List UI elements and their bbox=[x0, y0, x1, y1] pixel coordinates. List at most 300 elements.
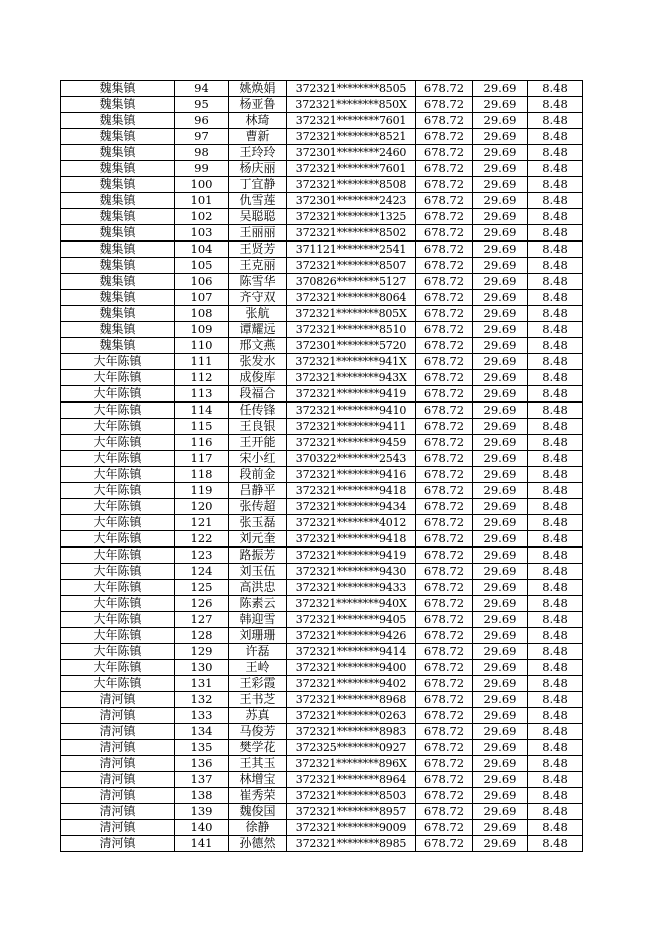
id-number-cell: 372321********8521 bbox=[287, 129, 416, 145]
amount3-cell: 8.48 bbox=[528, 580, 583, 596]
amount-cell: 678.72 bbox=[416, 692, 473, 708]
table-body bbox=[61, 81, 583, 852]
name-cell: 孙德然 bbox=[229, 836, 287, 852]
index-cell: 114 bbox=[175, 402, 229, 419]
amount-cell: 678.72 bbox=[416, 129, 473, 145]
amount3-cell: 8.48 bbox=[528, 386, 583, 403]
name-cell: 路振芳 bbox=[229, 547, 287, 564]
name-cell: 王克丽 bbox=[229, 258, 287, 274]
town-cell: 大年陈镇 bbox=[61, 499, 175, 515]
table-row bbox=[61, 660, 583, 676]
amount3-cell: 8.48 bbox=[528, 354, 583, 370]
table-row bbox=[61, 531, 583, 548]
amount2-cell: 29.69 bbox=[473, 644, 528, 660]
id-number-cell: 372321********9416 bbox=[287, 467, 416, 483]
amount2-cell: 29.69 bbox=[473, 161, 528, 177]
amount-cell: 678.72 bbox=[416, 804, 473, 820]
town-cell: 魏集镇 bbox=[61, 322, 175, 338]
town-cell: 清河镇 bbox=[61, 692, 175, 708]
amount-cell: 678.72 bbox=[416, 580, 473, 596]
table-row bbox=[61, 499, 583, 515]
id-number-cell: 372321********0263 bbox=[287, 708, 416, 724]
index-cell: 123 bbox=[175, 547, 229, 564]
amount2-cell: 29.69 bbox=[473, 483, 528, 499]
amount-cell: 678.72 bbox=[416, 354, 473, 370]
name-cell: 刘玉伍 bbox=[229, 564, 287, 580]
amount2-cell: 29.69 bbox=[473, 740, 528, 756]
index-cell: 95 bbox=[175, 97, 229, 113]
amount3-cell: 8.48 bbox=[528, 756, 583, 772]
name-cell: 丁宜静 bbox=[229, 177, 287, 193]
table-row bbox=[61, 274, 583, 290]
table-row bbox=[61, 740, 583, 756]
index-cell: 109 bbox=[175, 322, 229, 338]
index-cell: 102 bbox=[175, 209, 229, 225]
town-cell: 大年陈镇 bbox=[61, 467, 175, 483]
name-cell: 仇雪莲 bbox=[229, 193, 287, 209]
amount3-cell: 8.48 bbox=[528, 820, 583, 836]
table-row bbox=[61, 467, 583, 483]
town-cell: 清河镇 bbox=[61, 740, 175, 756]
index-cell: 99 bbox=[175, 161, 229, 177]
index-cell: 110 bbox=[175, 338, 229, 354]
table-row bbox=[61, 386, 583, 403]
table-row bbox=[61, 145, 583, 161]
table-row bbox=[61, 724, 583, 740]
amount2-cell: 29.69 bbox=[473, 435, 528, 451]
name-cell: 王丽丽 bbox=[229, 225, 287, 242]
id-number-cell: 372321********9430 bbox=[287, 564, 416, 580]
town-cell: 清河镇 bbox=[61, 788, 175, 804]
town-cell: 大年陈镇 bbox=[61, 354, 175, 370]
amount2-cell: 29.69 bbox=[473, 708, 528, 724]
name-cell: 张航 bbox=[229, 306, 287, 322]
amount-cell: 678.72 bbox=[416, 836, 473, 852]
amount-cell: 678.72 bbox=[416, 370, 473, 386]
table-row bbox=[61, 419, 583, 435]
amount2-cell: 29.69 bbox=[473, 274, 528, 290]
id-number-cell: 372321********8510 bbox=[287, 322, 416, 338]
name-cell: 樊学花 bbox=[229, 740, 287, 756]
id-number-cell: 370826********5127 bbox=[287, 274, 416, 290]
amount2-cell: 29.69 bbox=[473, 209, 528, 225]
amount2-cell: 29.69 bbox=[473, 241, 528, 258]
amount-cell: 678.72 bbox=[416, 145, 473, 161]
amount-cell: 678.72 bbox=[416, 515, 473, 531]
town-cell: 魏集镇 bbox=[61, 177, 175, 193]
amount3-cell: 8.48 bbox=[528, 788, 583, 804]
amount-cell: 678.72 bbox=[416, 161, 473, 177]
amount-cell: 678.72 bbox=[416, 225, 473, 242]
name-cell: 苏真 bbox=[229, 708, 287, 724]
amount2-cell: 29.69 bbox=[473, 354, 528, 370]
name-cell: 王开能 bbox=[229, 435, 287, 451]
id-number-cell: 370322********2543 bbox=[287, 451, 416, 467]
id-number-cell: 372321********7601 bbox=[287, 161, 416, 177]
index-cell: 101 bbox=[175, 193, 229, 209]
name-cell: 宋小红 bbox=[229, 451, 287, 467]
town-cell: 大年陈镇 bbox=[61, 451, 175, 467]
amount2-cell: 29.69 bbox=[473, 81, 528, 97]
amount2-cell: 29.69 bbox=[473, 386, 528, 403]
amount-cell: 678.72 bbox=[416, 772, 473, 788]
name-cell: 张传超 bbox=[229, 499, 287, 515]
amount3-cell: 8.48 bbox=[528, 724, 583, 740]
amount2-cell: 29.69 bbox=[473, 322, 528, 338]
table-row bbox=[61, 338, 583, 354]
id-number-cell: 372321********8503 bbox=[287, 788, 416, 804]
amount-cell: 678.72 bbox=[416, 644, 473, 660]
index-cell: 122 bbox=[175, 531, 229, 548]
id-number-cell: 372321********9414 bbox=[287, 644, 416, 660]
id-number-cell: 372321********8968 bbox=[287, 692, 416, 708]
index-cell: 141 bbox=[175, 836, 229, 852]
index-cell: 137 bbox=[175, 772, 229, 788]
town-cell: 清河镇 bbox=[61, 756, 175, 772]
id-number-cell: 372321********943X bbox=[287, 370, 416, 386]
index-cell: 133 bbox=[175, 708, 229, 724]
table-row bbox=[61, 788, 583, 804]
index-cell: 140 bbox=[175, 820, 229, 836]
name-cell: 曹新 bbox=[229, 129, 287, 145]
id-number-cell: 372321********8064 bbox=[287, 290, 416, 306]
id-number-cell: 372321********9418 bbox=[287, 531, 416, 548]
roster-table bbox=[60, 80, 583, 852]
town-cell: 大年陈镇 bbox=[61, 370, 175, 386]
amount3-cell: 8.48 bbox=[528, 564, 583, 580]
amount2-cell: 29.69 bbox=[473, 724, 528, 740]
amount3-cell: 8.48 bbox=[528, 274, 583, 290]
town-cell: 大年陈镇 bbox=[61, 547, 175, 564]
amount-cell: 678.72 bbox=[416, 756, 473, 772]
amount-cell: 678.72 bbox=[416, 419, 473, 435]
amount3-cell: 8.48 bbox=[528, 740, 583, 756]
amount-cell: 678.72 bbox=[416, 290, 473, 306]
town-cell: 魏集镇 bbox=[61, 81, 175, 97]
town-cell: 魏集镇 bbox=[61, 274, 175, 290]
name-cell: 王玲玲 bbox=[229, 145, 287, 161]
index-cell: 116 bbox=[175, 435, 229, 451]
amount2-cell: 29.69 bbox=[473, 628, 528, 644]
amount2-cell: 29.69 bbox=[473, 145, 528, 161]
amount-cell: 678.72 bbox=[416, 258, 473, 274]
amount3-cell: 8.48 bbox=[528, 467, 583, 483]
id-number-cell: 372321********4012 bbox=[287, 515, 416, 531]
town-cell: 清河镇 bbox=[61, 708, 175, 724]
name-cell: 马俊芳 bbox=[229, 724, 287, 740]
amount3-cell: 8.48 bbox=[528, 435, 583, 451]
town-cell: 魏集镇 bbox=[61, 161, 175, 177]
amount2-cell: 29.69 bbox=[473, 97, 528, 113]
amount3-cell: 8.48 bbox=[528, 241, 583, 258]
index-cell: 124 bbox=[175, 564, 229, 580]
amount-cell: 678.72 bbox=[416, 483, 473, 499]
amount3-cell: 8.48 bbox=[528, 772, 583, 788]
amount2-cell: 29.69 bbox=[473, 531, 528, 548]
town-cell: 魏集镇 bbox=[61, 241, 175, 258]
table-row bbox=[61, 193, 583, 209]
amount-cell: 678.72 bbox=[416, 676, 473, 692]
town-cell: 大年陈镇 bbox=[61, 596, 175, 612]
amount2-cell: 29.69 bbox=[473, 756, 528, 772]
name-cell: 韩迎雪 bbox=[229, 612, 287, 628]
amount2-cell: 29.69 bbox=[473, 676, 528, 692]
amount3-cell: 8.48 bbox=[528, 306, 583, 322]
name-cell: 杨亚鲁 bbox=[229, 97, 287, 113]
index-cell: 107 bbox=[175, 290, 229, 306]
table-row bbox=[61, 564, 583, 580]
id-number-cell: 372321********9410 bbox=[287, 402, 416, 419]
index-cell: 130 bbox=[175, 660, 229, 676]
id-number-cell: 372321********941X bbox=[287, 354, 416, 370]
amount2-cell: 29.69 bbox=[473, 177, 528, 193]
table-row bbox=[61, 81, 583, 97]
table-row bbox=[61, 322, 583, 338]
id-number-cell: 372321********896X bbox=[287, 756, 416, 772]
amount3-cell: 8.48 bbox=[528, 531, 583, 548]
amount-cell: 678.72 bbox=[416, 660, 473, 676]
index-cell: 119 bbox=[175, 483, 229, 499]
amount2-cell: 29.69 bbox=[473, 499, 528, 515]
amount3-cell: 8.48 bbox=[528, 660, 583, 676]
town-cell: 清河镇 bbox=[61, 772, 175, 788]
id-number-cell: 372321********9434 bbox=[287, 499, 416, 515]
town-cell: 大年陈镇 bbox=[61, 531, 175, 548]
amount2-cell: 29.69 bbox=[473, 836, 528, 852]
town-cell: 大年陈镇 bbox=[61, 515, 175, 531]
name-cell: 吴聪聪 bbox=[229, 209, 287, 225]
amount-cell: 678.72 bbox=[416, 547, 473, 564]
amount3-cell: 8.48 bbox=[528, 370, 583, 386]
amount3-cell: 8.48 bbox=[528, 193, 583, 209]
amount3-cell: 8.48 bbox=[528, 209, 583, 225]
name-cell: 许磊 bbox=[229, 644, 287, 660]
index-cell: 97 bbox=[175, 129, 229, 145]
table-row bbox=[61, 129, 583, 145]
amount3-cell: 8.48 bbox=[528, 708, 583, 724]
index-cell: 105 bbox=[175, 258, 229, 274]
amount2-cell: 29.69 bbox=[473, 596, 528, 612]
spreadsheet-page bbox=[60, 80, 582, 852]
index-cell: 94 bbox=[175, 81, 229, 97]
index-cell: 98 bbox=[175, 145, 229, 161]
town-cell: 魏集镇 bbox=[61, 145, 175, 161]
town-cell: 魏集镇 bbox=[61, 209, 175, 225]
amount-cell: 678.72 bbox=[416, 338, 473, 354]
amount2-cell: 29.69 bbox=[473, 338, 528, 354]
id-number-cell: 372321********9433 bbox=[287, 580, 416, 596]
amount2-cell: 29.69 bbox=[473, 692, 528, 708]
amount-cell: 678.72 bbox=[416, 596, 473, 612]
name-cell: 王其玉 bbox=[229, 756, 287, 772]
amount3-cell: 8.48 bbox=[528, 258, 583, 274]
amount-cell: 678.72 bbox=[416, 628, 473, 644]
index-cell: 132 bbox=[175, 692, 229, 708]
index-cell: 112 bbox=[175, 370, 229, 386]
id-number-cell: 372321********8964 bbox=[287, 772, 416, 788]
amount3-cell: 8.48 bbox=[528, 113, 583, 129]
amount-cell: 678.72 bbox=[416, 322, 473, 338]
table-row bbox=[61, 708, 583, 724]
id-number-cell: 372321********8957 bbox=[287, 804, 416, 820]
town-cell: 清河镇 bbox=[61, 836, 175, 852]
table-row bbox=[61, 547, 583, 564]
amount3-cell: 8.48 bbox=[528, 322, 583, 338]
index-cell: 127 bbox=[175, 612, 229, 628]
amount3-cell: 8.48 bbox=[528, 145, 583, 161]
id-number-cell: 372325********0927 bbox=[287, 740, 416, 756]
amount3-cell: 8.48 bbox=[528, 628, 583, 644]
index-cell: 120 bbox=[175, 499, 229, 515]
table-row bbox=[61, 692, 583, 708]
index-cell: 134 bbox=[175, 724, 229, 740]
name-cell: 徐静 bbox=[229, 820, 287, 836]
town-cell: 魏集镇 bbox=[61, 113, 175, 129]
index-cell: 126 bbox=[175, 596, 229, 612]
table-row bbox=[61, 756, 583, 772]
index-cell: 125 bbox=[175, 580, 229, 596]
town-cell: 大年陈镇 bbox=[61, 483, 175, 499]
amount3-cell: 8.48 bbox=[528, 804, 583, 820]
id-number-cell: 372321********9419 bbox=[287, 547, 416, 564]
amount3-cell: 8.48 bbox=[528, 177, 583, 193]
amount2-cell: 29.69 bbox=[473, 451, 528, 467]
name-cell: 吕静平 bbox=[229, 483, 287, 499]
amount2-cell: 29.69 bbox=[473, 467, 528, 483]
amount-cell: 678.72 bbox=[416, 724, 473, 740]
id-number-cell: 372321********8507 bbox=[287, 258, 416, 274]
index-cell: 117 bbox=[175, 451, 229, 467]
id-number-cell: 372301********2460 bbox=[287, 145, 416, 161]
name-cell: 谭耀远 bbox=[229, 322, 287, 338]
table-row bbox=[61, 241, 583, 258]
name-cell: 刘珊珊 bbox=[229, 628, 287, 644]
amount-cell: 678.72 bbox=[416, 788, 473, 804]
amount3-cell: 8.48 bbox=[528, 612, 583, 628]
index-cell: 135 bbox=[175, 740, 229, 756]
name-cell: 张玉磊 bbox=[229, 515, 287, 531]
index-cell: 138 bbox=[175, 788, 229, 804]
table-row bbox=[61, 580, 583, 596]
name-cell: 崔秀荣 bbox=[229, 788, 287, 804]
amount-cell: 678.72 bbox=[416, 274, 473, 290]
id-number-cell: 372321********8985 bbox=[287, 836, 416, 852]
table-row bbox=[61, 354, 583, 370]
amount2-cell: 29.69 bbox=[473, 402, 528, 419]
amount2-cell: 29.69 bbox=[473, 660, 528, 676]
amount3-cell: 8.48 bbox=[528, 676, 583, 692]
amount-cell: 678.72 bbox=[416, 402, 473, 419]
index-cell: 118 bbox=[175, 467, 229, 483]
town-cell: 大年陈镇 bbox=[61, 402, 175, 419]
table-row bbox=[61, 483, 583, 499]
index-cell: 131 bbox=[175, 676, 229, 692]
id-number-cell: 372321********9405 bbox=[287, 612, 416, 628]
index-cell: 136 bbox=[175, 756, 229, 772]
name-cell: 段前金 bbox=[229, 467, 287, 483]
amount-cell: 678.72 bbox=[416, 193, 473, 209]
id-number-cell: 372321********940X bbox=[287, 596, 416, 612]
town-cell: 大年陈镇 bbox=[61, 419, 175, 435]
amount2-cell: 29.69 bbox=[473, 820, 528, 836]
id-number-cell: 372321********9418 bbox=[287, 483, 416, 499]
town-cell: 大年陈镇 bbox=[61, 580, 175, 596]
amount2-cell: 29.69 bbox=[473, 306, 528, 322]
id-number-cell: 372321********850X bbox=[287, 97, 416, 113]
town-cell: 清河镇 bbox=[61, 724, 175, 740]
amount2-cell: 29.69 bbox=[473, 804, 528, 820]
table-row bbox=[61, 290, 583, 306]
table-row bbox=[61, 435, 583, 451]
amount3-cell: 8.48 bbox=[528, 129, 583, 145]
amount3-cell: 8.48 bbox=[528, 338, 583, 354]
name-cell: 王良银 bbox=[229, 419, 287, 435]
amount-cell: 678.72 bbox=[416, 499, 473, 515]
table-row bbox=[61, 772, 583, 788]
amount3-cell: 8.48 bbox=[528, 402, 583, 419]
amount3-cell: 8.48 bbox=[528, 515, 583, 531]
amount-cell: 678.72 bbox=[416, 306, 473, 322]
amount-cell: 678.72 bbox=[416, 820, 473, 836]
name-cell: 张发水 bbox=[229, 354, 287, 370]
table-row bbox=[61, 209, 583, 225]
amount2-cell: 29.69 bbox=[473, 547, 528, 564]
id-number-cell: 372321********8502 bbox=[287, 225, 416, 242]
amount-cell: 678.72 bbox=[416, 177, 473, 193]
amount3-cell: 8.48 bbox=[528, 451, 583, 467]
amount2-cell: 29.69 bbox=[473, 225, 528, 242]
table-row bbox=[61, 596, 583, 612]
id-number-cell: 372321********9426 bbox=[287, 628, 416, 644]
town-cell: 魏集镇 bbox=[61, 129, 175, 145]
amount-cell: 678.72 bbox=[416, 386, 473, 403]
name-cell: 林增宝 bbox=[229, 772, 287, 788]
town-cell: 魏集镇 bbox=[61, 193, 175, 209]
town-cell: 大年陈镇 bbox=[61, 660, 175, 676]
town-cell: 魏集镇 bbox=[61, 290, 175, 306]
index-cell: 111 bbox=[175, 354, 229, 370]
amount2-cell: 29.69 bbox=[473, 113, 528, 129]
amount-cell: 678.72 bbox=[416, 740, 473, 756]
town-cell: 魏集镇 bbox=[61, 225, 175, 242]
table-row bbox=[61, 836, 583, 852]
amount3-cell: 8.48 bbox=[528, 483, 583, 499]
id-number-cell: 372301********5720 bbox=[287, 338, 416, 354]
id-number-cell: 372321********9459 bbox=[287, 435, 416, 451]
amount2-cell: 29.69 bbox=[473, 370, 528, 386]
id-number-cell: 372321********8508 bbox=[287, 177, 416, 193]
amount2-cell: 29.69 bbox=[473, 193, 528, 209]
amount-cell: 678.72 bbox=[416, 564, 473, 580]
id-number-cell: 372321********8505 bbox=[287, 81, 416, 97]
index-cell: 103 bbox=[175, 225, 229, 242]
index-cell: 96 bbox=[175, 113, 229, 129]
name-cell: 王贤芳 bbox=[229, 241, 287, 258]
index-cell: 106 bbox=[175, 274, 229, 290]
town-cell: 魏集镇 bbox=[61, 338, 175, 354]
table-row bbox=[61, 628, 583, 644]
amount2-cell: 29.69 bbox=[473, 788, 528, 804]
amount-cell: 678.72 bbox=[416, 113, 473, 129]
table-row bbox=[61, 644, 583, 660]
town-cell: 大年陈镇 bbox=[61, 386, 175, 403]
name-cell: 邢文燕 bbox=[229, 338, 287, 354]
amount-cell: 678.72 bbox=[416, 435, 473, 451]
name-cell: 刘元奎 bbox=[229, 531, 287, 548]
amount-cell: 678.72 bbox=[416, 81, 473, 97]
id-number-cell: 372321********7601 bbox=[287, 113, 416, 129]
name-cell: 魏俊国 bbox=[229, 804, 287, 820]
